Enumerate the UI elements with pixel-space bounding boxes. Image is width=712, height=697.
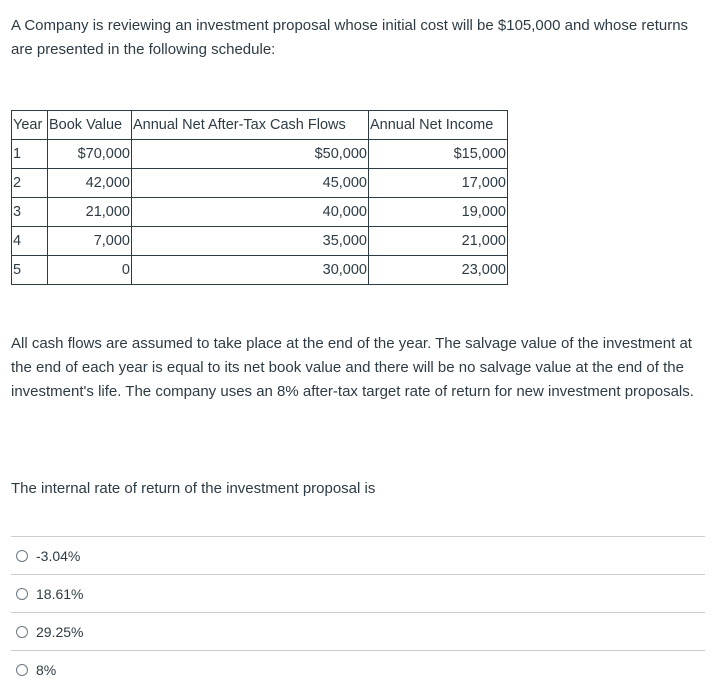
radio-button-icon[interactable] (16, 588, 28, 600)
cell-year: 4 (12, 227, 48, 256)
table-row (12, 169, 508, 198)
table-row (12, 140, 508, 169)
cell-year: 2 (12, 169, 48, 198)
assumptions-paragraph: All cash flows are assumed to take place at the end of the year. The salvage value of the investment at the end of each year is equal to its net book value and there will be no salvage value at the end of the investment's life. The company uses an 8% after-tax target rate of return for new investment proposals. (11, 335, 694, 400)
cell-cash-flow: 45,000 (132, 169, 369, 198)
table-row (12, 198, 508, 227)
cell-cash-flow: $50,000 (132, 140, 369, 169)
answer-option[interactable] (11, 650, 705, 688)
header-year: Year (12, 111, 48, 140)
answer-option[interactable] (11, 536, 705, 574)
cell-net-income: 17,000 (369, 169, 508, 198)
radio-button-icon[interactable] (16, 626, 28, 638)
cell-year: 5 (12, 256, 48, 285)
answer-option-label: 8% (36, 661, 57, 678)
cell-year: 3 (12, 198, 48, 227)
cell-book-value: 42,000 (48, 169, 132, 198)
header-net-income: Annual Net Income (369, 111, 508, 140)
radio-button-icon[interactable] (16, 664, 28, 676)
intro-text: A Company is reviewing an investment proposal whose initial cost will be $105,000 and whose returns are presented in the following schedule: (11, 17, 689, 58)
header-cash-flows: Annual Net After-Tax Cash Flows (132, 111, 369, 140)
cell-book-value: 7,000 (48, 227, 132, 256)
answer-option-label: 18.61% (36, 585, 84, 602)
cell-net-income: 21,000 (369, 227, 508, 256)
answer-option-label: 29.25% (36, 623, 84, 640)
answer-option[interactable] (11, 612, 705, 650)
answer-option-label: -3.04% (36, 547, 81, 564)
cell-cash-flow: 35,000 (132, 227, 369, 256)
cell-net-income: $15,000 (369, 140, 508, 169)
question-text: The internal rate of return of the investment proposal is (11, 480, 376, 497)
cell-book-value: $70,000 (48, 140, 132, 169)
cell-book-value: 21,000 (48, 198, 132, 227)
radio-button-icon[interactable] (16, 550, 28, 562)
cell-net-income: 19,000 (369, 198, 508, 227)
cell-cash-flow: 40,000 (132, 198, 369, 227)
answer-options (11, 536, 705, 688)
table-row (12, 227, 508, 256)
cell-book-value: 0 (48, 256, 132, 285)
answer-option[interactable] (11, 574, 705, 612)
table-header-row (12, 111, 508, 140)
cell-net-income: 23,000 (369, 256, 508, 285)
table-row (12, 256, 508, 285)
cell-cash-flow: 30,000 (132, 256, 369, 285)
cash-flow-schedule-table (11, 110, 508, 285)
header-book-value: Book Value (48, 111, 132, 140)
cell-year: 1 (12, 140, 48, 169)
